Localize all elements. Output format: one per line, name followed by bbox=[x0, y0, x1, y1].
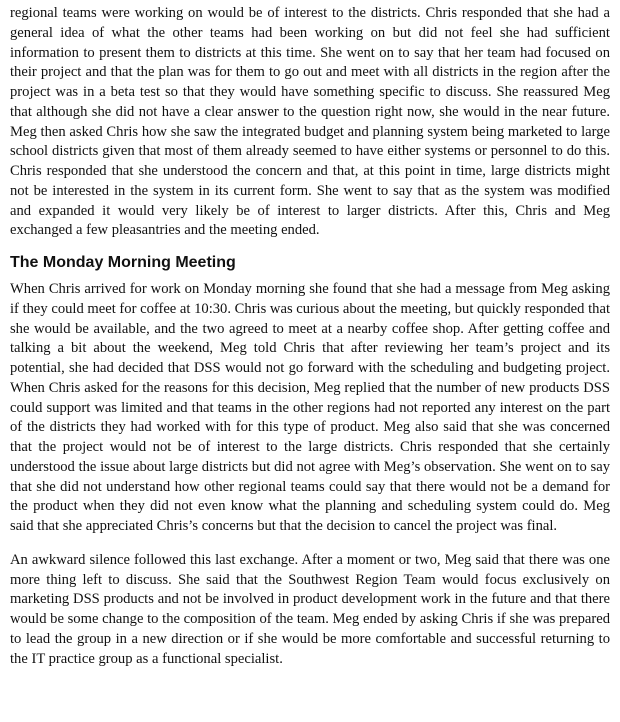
document-page bbox=[10, 4, 610, 669]
body-paragraph-1: regional teams were working on would be of interest to the districts. Chris responded that she had a general idea of what the other teams had been working on but did not feel she had sufficient information to present them to districts at this time. She went on to say that her team had focused on their project and that the plan was for them to go out and meet with all districts in the region after the project was in a beta test so that they would have something specific to discuss. She reassured Meg that although she did not have a clear answer to the question right now, she would in the near future. Meg then asked Chris how she saw the integrated budget and planning system being marketed to large school districts given that most of them already seemed to have either systems or personnel to do this. Chris responded that she understood the concern and that, at this point in time, large districts might not be interested in the system in its current form. She went to say that as the system was modified and expanded it would very likely be of interest to larger districts. After this, Chris and Meg exchanged a few pleasantries and the meeting ended. bbox=[10, 5, 610, 239]
body-paragraph-2: When Chris arrived for work on Monday morning she found that she had a message from Meg asking if they could meet for coffee at 10:30. Chris was curious about the meeting, but quickly responded that she would be available, and the two agreed to meet at a nearby coffee shop. After getting coffee and talking a bit about the weekend, Meg told Chris that after reviewing her team’s project and its potential, she had decided that DSS would not go forward with the scheduling and budgeting project. When Chris asked for the reasons for this decision, Meg replied that the number of new products DSS could support was limited and that teams in the other regions had not reported any interest on the part of the districts they had worked with for this type of product. Meg also said that she was concerned that the project would not be of interest to the large districts. Chris responded that she certainly understood the issue about large districts but did not agree with Meg’s observation. She went on to say that she did not understand how other regional teams could say that there would not be a demand for the product when they did not even know what the planning and scheduling system could do. Meg said that she appreciated Chris’s concerns but that the decision to cancel the project was final. bbox=[10, 281, 610, 534]
body-paragraph-3: An awkward silence followed this last exchange. After a moment or two, Meg said that there was one more thing left to discuss. She said that the Southwest Region Team would focus exclusively on marketing DSS products and not be involved in product development work in the future and that there would be some change to the composition of the team. Meg ended by asking Chris if she was prepared to lead the group in a new direction or if she would be more comfortable and successful returning to the IT practice group as a functional specialist. bbox=[10, 551, 610, 667]
section-heading: The Monday Morning Meeting bbox=[10, 254, 236, 271]
